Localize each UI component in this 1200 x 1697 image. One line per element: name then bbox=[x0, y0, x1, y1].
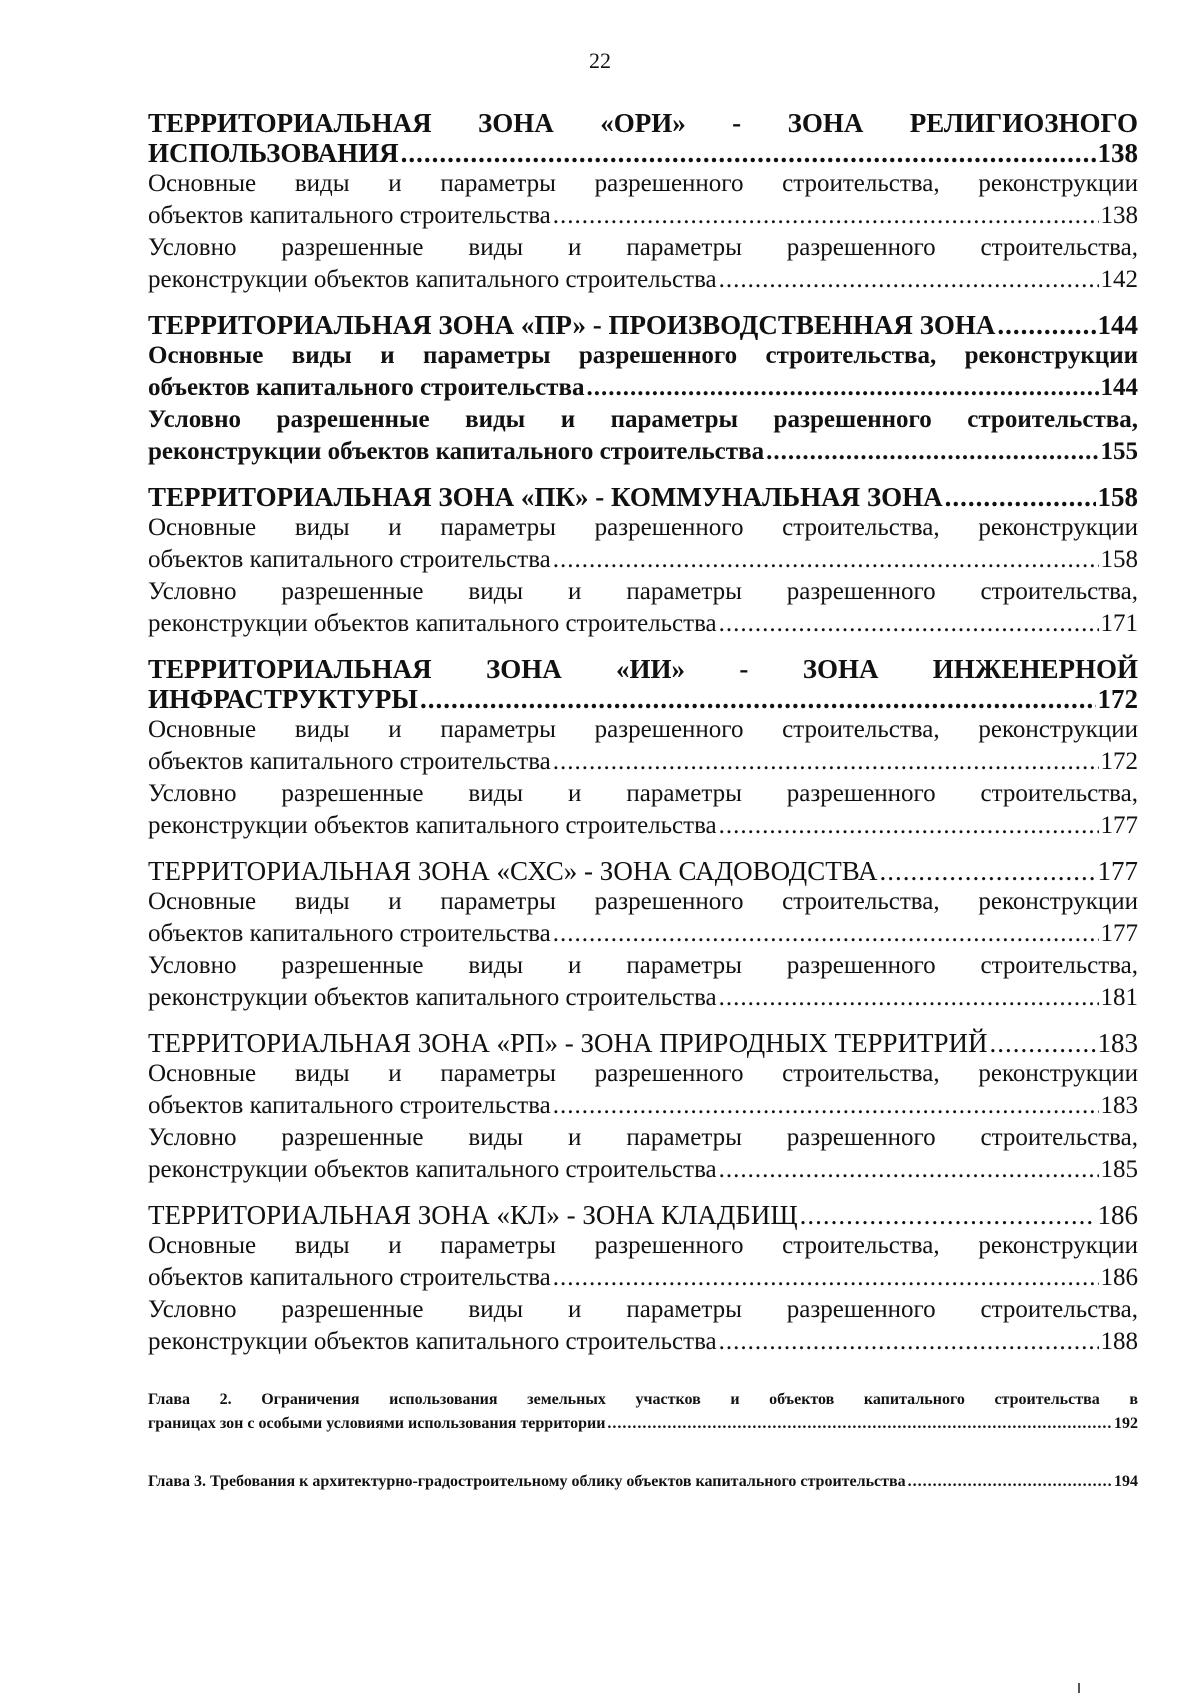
toc-sub-entry-text-line1: Условно разрешенные виды и параметры разрешенного строительства, bbox=[148, 952, 1138, 979]
toc-sub-entry-page-number: 188 bbox=[1100, 1328, 1138, 1355]
toc-chapter-entry-text-line1: Глава 2. Ограничения использования земельных участков и объектов капитального строительства в bbox=[148, 1391, 1138, 1408]
toc-sub-entry-page-number: 185 bbox=[1100, 1156, 1138, 1183]
dot-leader bbox=[719, 264, 1099, 296]
toc-sub-entry-text-line1: Основные виды и параметры разрешенного строительства, реконструкции bbox=[148, 1060, 1138, 1087]
dot-leader bbox=[719, 1326, 1099, 1358]
dot-leader bbox=[420, 684, 1096, 714]
toc-zone-entry-text: ИНФРАСТРУКТУРЫ bbox=[148, 684, 418, 714]
toc-zone-entry-text: ТЕРРИТОРИАЛЬНАЯ ЗОНА «СХС» - ЗОНА САДОВОДСТВА bbox=[148, 856, 878, 886]
toc-sub-entry-text: объектов капитального строительства bbox=[148, 920, 551, 947]
toc-sub-entry-text: объектов капитального строительства bbox=[148, 1092, 551, 1119]
toc-sub-entry-text-line1: Условно разрешенные виды и параметры разрешенного строительства, bbox=[148, 780, 1138, 807]
toc-sub-entry[interactable] bbox=[148, 168, 1138, 232]
dot-leader bbox=[719, 608, 1099, 640]
toc-sub-entry-page-number: 158 bbox=[1100, 546, 1138, 573]
toc-sub-entry-page-number: 186 bbox=[1100, 1264, 1138, 1291]
dot-leader bbox=[553, 746, 1099, 778]
toc-sub-entry-text: реконструкции объектов капитального строительства bbox=[148, 812, 717, 839]
toc-sub-entry-page-number: 144 bbox=[1100, 374, 1138, 401]
toc-zone-entry-page-number: 177 bbox=[1097, 856, 1138, 886]
toc-sub-entry-text: объектов капитального строительства bbox=[148, 1264, 551, 1291]
toc-zone-entry[interactable] bbox=[148, 108, 1138, 168]
toc-sub-entry-page-number: 155 bbox=[1100, 438, 1138, 465]
toc-sub-entry-page-number: 177 bbox=[1100, 920, 1138, 947]
toc-sub-entry-text-line1: Условно разрешенные виды и параметры разрешенного строительства, bbox=[148, 578, 1138, 605]
toc-sub-entry[interactable] bbox=[148, 1294, 1138, 1358]
dot-leader bbox=[990, 1028, 1096, 1058]
toc-zone-entry[interactable] bbox=[148, 482, 1138, 512]
toc-zone-entry-page-number: 183 bbox=[1097, 1028, 1138, 1058]
toc-sub-entry[interactable] bbox=[148, 1058, 1138, 1122]
toc-zone-entry-text: ИСПОЛЬЗОВАНИЯ bbox=[148, 138, 399, 168]
toc-zone-entry[interactable] bbox=[148, 1200, 1138, 1230]
toc-chapter-entry-page-number: 192 bbox=[1114, 1415, 1138, 1432]
dot-leader bbox=[719, 1154, 1099, 1186]
toc-zone-entry-text-line1: ТЕРРИТОРИАЛЬНАЯ ЗОНА «ОРИ» - ЗОНА РЕЛИГИОЗНОГО bbox=[148, 108, 1138, 138]
toc-sub-entry-text-line1: Условно разрешенные виды и параметры разрешенного строительства, bbox=[148, 1124, 1138, 1151]
toc-sub-entry[interactable] bbox=[148, 950, 1138, 1014]
dot-leader bbox=[586, 372, 1098, 404]
dot-leader bbox=[766, 436, 1098, 468]
toc-zone-entry[interactable] bbox=[148, 310, 1138, 340]
scan-mark bbox=[1078, 1683, 1080, 1693]
toc-sub-entry[interactable] bbox=[148, 1122, 1138, 1186]
toc-sub-entry[interactable] bbox=[148, 886, 1138, 950]
dot-leader bbox=[553, 918, 1099, 950]
page-number: 22 bbox=[589, 48, 611, 73]
toc-sub-entry[interactable] bbox=[148, 404, 1138, 468]
toc-sub-entry-page-number: 142 bbox=[1100, 266, 1138, 293]
dot-leader bbox=[553, 544, 1099, 576]
toc-sub-entry-text-line1: Основные виды и параметры разрешенного строительства, реконструкции bbox=[148, 888, 1138, 915]
toc-sub-entry-text: реконструкции объектов капитального строительства bbox=[148, 1328, 717, 1355]
toc-sub-entry-text: реконструкции объектов капитального строительства bbox=[148, 266, 717, 293]
toc-zone-entry-text: ТЕРРИТОРИАЛЬНАЯ ЗОНА «ПР» - ПРОИЗВОДСТВЕННАЯ ЗОНА bbox=[148, 310, 996, 340]
toc-sub-entry-text: объектов капитального строительства bbox=[148, 748, 551, 775]
toc-zone-entry-text: ТЕРРИТОРИАЛЬНАЯ ЗОНА «КЛ» - ЗОНА КЛАДБИЩ bbox=[148, 1200, 798, 1230]
dot-leader bbox=[880, 856, 1096, 886]
toc-sub-entry-text: реконструкции объектов капитального строительства bbox=[148, 1156, 717, 1183]
dot-leader bbox=[553, 1090, 1099, 1122]
toc-sub-entry[interactable] bbox=[148, 576, 1138, 640]
toc-sub-entry-page-number: 172 bbox=[1100, 748, 1138, 775]
toc-zone-entry-page-number: 158 bbox=[1097, 482, 1138, 512]
toc-sub-entry[interactable] bbox=[148, 778, 1138, 842]
toc-zone-entry[interactable] bbox=[148, 654, 1138, 714]
toc-sub-entry[interactable] bbox=[148, 232, 1138, 296]
dot-leader bbox=[719, 982, 1099, 1014]
toc-zone-entry-page-number: 186 bbox=[1097, 1200, 1138, 1230]
dot-leader bbox=[997, 310, 1095, 340]
toc-chapter-entry-text: Глава 3. Требования к архитектурно-градостроительному облику объектов капитального строительства bbox=[148, 1473, 906, 1490]
toc-sub-entry-text: реконструкции объектов капитального строительства bbox=[148, 610, 717, 637]
dot-leader bbox=[719, 810, 1099, 842]
toc-zone-entry-page-number: 144 bbox=[1097, 310, 1138, 340]
toc-sub-entry-text-line1: Основные виды и параметры разрешенного строительства, реконструкции bbox=[148, 342, 1138, 369]
toc-sub-entry-page-number: 138 bbox=[1100, 202, 1138, 229]
toc-zone-entry-page-number: 172 bbox=[1097, 684, 1138, 714]
toc-sub-entry-text-line1: Условно разрешенные виды и параметры разрешенного строительства, bbox=[148, 406, 1138, 433]
toc-sub-entry-text-line1: Основные виды и параметры разрешенного строительства, реконструкции bbox=[148, 170, 1138, 197]
toc-sub-entry-text-line1: Основные виды и параметры разрешенного строительства, реконструкции bbox=[148, 716, 1138, 743]
toc-sub-entry[interactable] bbox=[148, 340, 1138, 404]
toc-sub-entry-text-line1: Условно разрешенные виды и параметры разрешенного строительства, bbox=[148, 234, 1138, 261]
toc-sub-entry-page-number: 183 bbox=[1100, 1092, 1138, 1119]
dot-leader bbox=[401, 138, 1096, 168]
toc-sub-entry-text-line1: Основные виды и параметры разрешенного строительства, реконструкции bbox=[148, 1232, 1138, 1259]
toc-chapter-entry[interactable] bbox=[148, 1388, 1138, 1436]
toc-zone-entry[interactable] bbox=[148, 1028, 1138, 1058]
toc-sub-entry[interactable] bbox=[148, 512, 1138, 576]
toc-zone-entry[interactable] bbox=[148, 856, 1138, 886]
toc-sub-entry-page-number: 181 bbox=[1100, 984, 1138, 1011]
toc-sub-entry-text: реконструкции объектов капитального строительства bbox=[148, 984, 717, 1011]
dot-leader bbox=[553, 200, 1099, 232]
dot-leader bbox=[607, 1412, 1112, 1436]
toc-zone-entry-text-line1: ТЕРРИТОРИАЛЬНАЯ ЗОНА «ИИ» - ЗОНА ИНЖЕНЕРНОЙ bbox=[148, 654, 1138, 684]
toc-zone-entry-text: ТЕРРИТОРИАЛЬНАЯ ЗОНА «РП» - ЗОНА ПРИРОДНЫХ ТЕРРИТРИЙ bbox=[148, 1028, 988, 1058]
dot-leader bbox=[800, 1200, 1096, 1230]
toc-sub-entry-page-number: 171 bbox=[1100, 610, 1138, 637]
toc-chapter-entry-text: границах зон с особыми условиями использования территории bbox=[148, 1415, 606, 1432]
table-of-contents bbox=[148, 104, 1138, 1494]
dot-leader bbox=[945, 482, 1096, 512]
toc-zone-entry-page-number: 138 bbox=[1097, 138, 1138, 168]
toc-sub-entry-text: объектов капитального строительства bbox=[148, 202, 551, 229]
toc-chapter-entry-page-number: 194 bbox=[1114, 1473, 1138, 1490]
toc-zone-entry-text: ТЕРРИТОРИАЛЬНАЯ ЗОНА «ПК» - КОММУНАЛЬНАЯ ЗОНА bbox=[148, 482, 943, 512]
dot-leader bbox=[908, 1470, 1112, 1494]
toc-sub-entry-text: объектов капитального строительства bbox=[148, 546, 551, 573]
toc-sub-entry-page-number: 177 bbox=[1100, 812, 1138, 839]
toc-sub-entry-text-line1: Условно разрешенные виды и параметры разрешенного строительства, bbox=[148, 1296, 1138, 1323]
toc-sub-entry-text: объектов капитального строительства bbox=[148, 374, 585, 401]
toc-sub-entry[interactable] bbox=[148, 714, 1138, 778]
dot-leader bbox=[553, 1262, 1099, 1294]
toc-chapter-entry[interactable] bbox=[148, 1470, 1138, 1494]
toc-sub-entry[interactable] bbox=[148, 1230, 1138, 1294]
toc-sub-entry-text-line1: Основные виды и параметры разрешенного строительства, реконструкции bbox=[148, 514, 1138, 541]
toc-sub-entry-text: реконструкции объектов капитального строительства bbox=[148, 438, 765, 465]
